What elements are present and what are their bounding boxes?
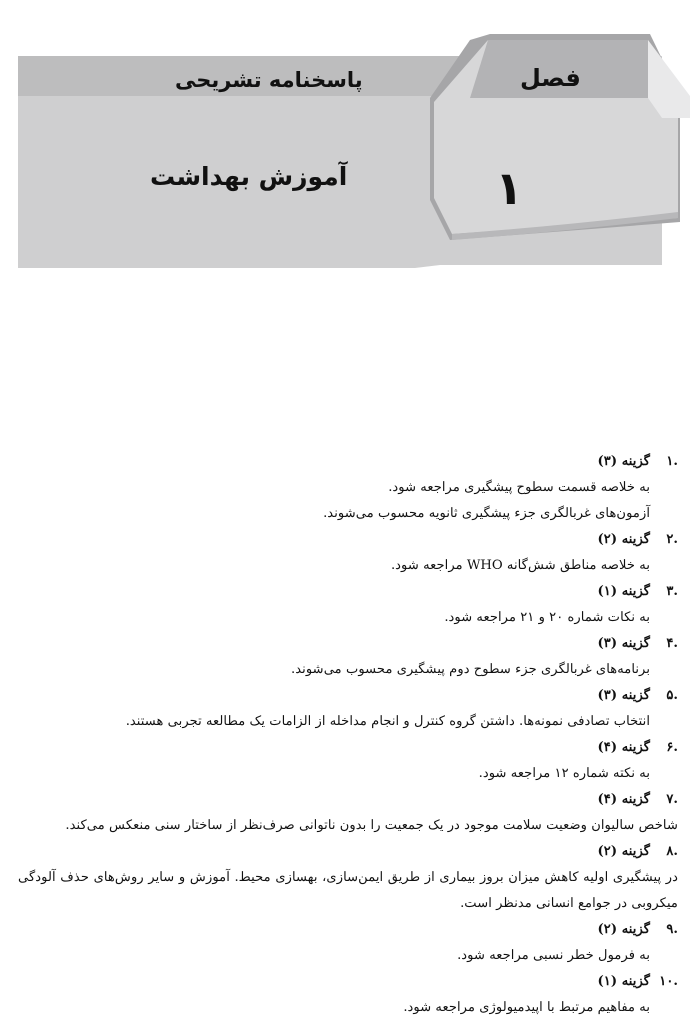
answer-item bbox=[18, 449, 678, 527]
section-title: پاسخنامه تشریحی bbox=[175, 68, 363, 92]
banner-graphic bbox=[0, 0, 690, 280]
answer-item bbox=[18, 683, 678, 735]
answer-option: گزینه (۱) bbox=[597, 584, 650, 599]
answer-number: ۵. bbox=[666, 688, 678, 703]
answer-number: ۱. bbox=[666, 454, 678, 469]
answer-number: ۸. bbox=[666, 844, 678, 859]
answer-option: گزینه (۴) bbox=[597, 740, 650, 755]
answer-number: ۱۰. bbox=[659, 974, 678, 989]
answer-item bbox=[18, 969, 678, 1021]
answer-number: ۳. bbox=[666, 584, 678, 599]
answer-option: گزینه (۳) bbox=[597, 688, 650, 703]
answer-number: ۶. bbox=[666, 740, 678, 755]
answer-option: گزینه (۳) bbox=[597, 636, 650, 651]
answer-option: گزینه (۴) bbox=[597, 792, 650, 807]
chapter-header-banner bbox=[0, 0, 690, 280]
answer-explanation: به فرمول خطر نسبی مراجعه شود. bbox=[457, 948, 650, 963]
answer-explanation: به خلاصه قسمت سطوح پیشگیری مراجعه شود. bbox=[388, 480, 650, 495]
answer-explanation: شاخص سالیوان وضعیت سلامت موجود در یک جمعیت را بدون ناتوانی صرف‌نظر از ساختار سنی منعکس می‌کند. bbox=[65, 818, 678, 833]
answer-item bbox=[18, 631, 678, 683]
answer-item bbox=[18, 527, 678, 579]
answer-explanation: به خلاصه مناطق شش‌گانه WHO مراجعه شود. bbox=[390, 558, 650, 573]
answer-item bbox=[18, 839, 678, 917]
answer-explanation: به نکات شماره ۲۰ و ۲۱ مراجعه شود. bbox=[444, 610, 650, 625]
answer-item bbox=[18, 917, 678, 969]
answer-item bbox=[18, 735, 678, 787]
answer-explanation: آزمون‌های غربالگری جزء پیشگیری ثانویه محسوب می‌شوند. bbox=[323, 506, 650, 521]
answer-explanation: انتخاب تصادفی نمونه‌ها. داشتن گروه کنترل و انجام مداخله از الزامات یک مطالعه تجربی هستند. bbox=[125, 714, 650, 729]
answer-number: ۲. bbox=[666, 532, 678, 547]
chapter-number: ۱ bbox=[495, 161, 524, 215]
chapter-label: فصل bbox=[520, 64, 581, 92]
answer-number: ۴. bbox=[666, 636, 678, 651]
answer-explanation: برنامه‌های غربالگری جزء سطوح دوم پیشگیری محسوب می‌شوند. bbox=[291, 662, 650, 677]
answer-explanation: در پیشگیری اولیه کاهش میزان بروز بیماری از طریق ایمن‌سازی، بهسازی محیط. آموزش و سایر روش‌های حذف آلودگی میکروبی در جوامع انسانی مدنظر است. bbox=[18, 870, 678, 911]
answer-explanation: به مفاهیم مرتبط با اپیدمیولوژی مراجعه شود. bbox=[403, 1000, 650, 1015]
answers-list bbox=[18, 449, 678, 1021]
answer-item bbox=[18, 787, 678, 839]
section-subtitle: آموزش بهداشت bbox=[150, 162, 348, 191]
answer-option: گزینه (۳) bbox=[597, 454, 650, 469]
answer-option: گزینه (۲) bbox=[597, 922, 650, 937]
answer-option: گزینه (۲) bbox=[597, 532, 650, 547]
answer-explanation: به نکته شماره ۱۲ مراجعه شود. bbox=[478, 766, 650, 781]
answer-item bbox=[18, 579, 678, 631]
answer-number: ۷. bbox=[666, 792, 678, 807]
answer-number: ۹. bbox=[666, 922, 678, 937]
answer-option: گزینه (۱) bbox=[597, 974, 650, 989]
answer-option: گزینه (۲) bbox=[597, 844, 650, 859]
